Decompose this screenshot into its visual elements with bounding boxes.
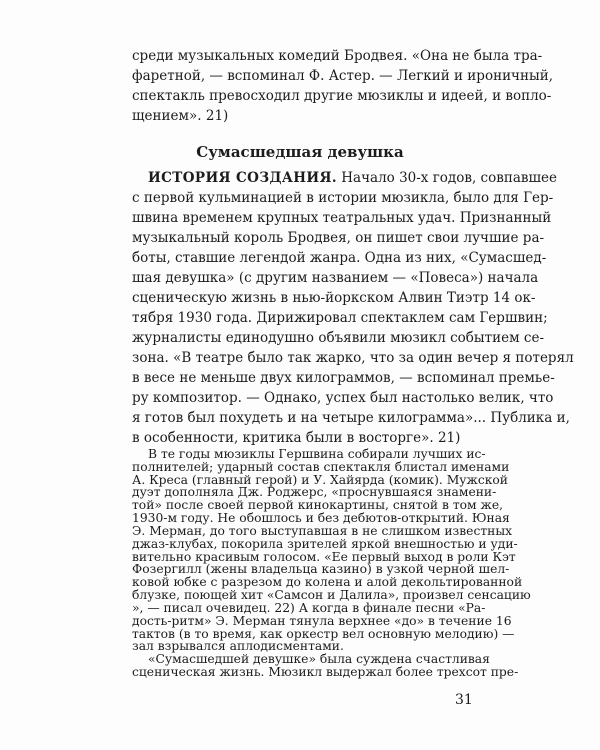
text-line: », — писал очевидец. 22) А когда в финале песни «Ра- [132, 600, 486, 615]
text-line: в весе не меньше двух килограммов, — вспоминал премье- [132, 370, 555, 386]
section-title: Сумасшедшая девушка [196, 143, 404, 161]
text-line: сценическую жизнь в нью-йоркском Алвин Тиэтр 14 ок- [132, 290, 536, 306]
text-line: среди музыкальных комедий Бродвея. «Она не была тра- [132, 48, 543, 64]
text-line: зал взрывался аплодисментами. [132, 639, 344, 654]
text-line: вительно красивым голосом. «Ее первый выход в роли Кэт [132, 549, 516, 564]
text-line: швина временем крупных театральных удач. Признанный [132, 210, 552, 226]
text-line: А. Креса (главный герой) и У. Хайярда (комик). Мужской [132, 472, 509, 487]
text-line: блузке, поющей хит «Самсон и Далила», произвел сенсацию [132, 588, 531, 603]
text-line: боты, ставшие легендой жанра. Одна из них, «Сумасшед- [132, 250, 547, 266]
text-line: ковой юбке с разрезом до колена и алой декольтированной [132, 575, 523, 590]
text-line: полнителей; ударный состав спектакля блистал именами [132, 459, 510, 474]
text-line: спектакль превосходил другие мюзиклы и идеей, и вопло- [132, 88, 552, 104]
text-line: тактов (в то время, как оркестр вел основную мелодию) — [132, 626, 515, 641]
history-first-line-rest: Начало 30-х годов, совпавшее [336, 170, 557, 186]
text-line: фаретной, — вспоминал Ф. Астер. — Легкий и ироничный, [132, 68, 554, 84]
text-line: журналисты единодушно объявили мюзикл событием се- [132, 330, 545, 346]
text-line: щением». 21) [132, 108, 229, 124]
text-line: Э. Мерман, до того выступавшая в не слишком известных [132, 523, 513, 538]
text-line: шая девушка» (с другим названием — «Повеса») начала [132, 270, 539, 286]
page-number: 31 [455, 692, 473, 708]
text-line: с первой кульминацией в истории мюзикла, было для Гер- [132, 190, 554, 206]
text-line: в особенности, критика были в восторге». 21) [132, 430, 461, 446]
text-line: джаз-клубах, покорила зрителей яркой внешностью и уди- [132, 536, 518, 551]
text-line: я готов был похудеть и на четыре килограмма»... Публика и, [132, 410, 570, 426]
text-line: 1930-м году. Не обошлось и без дебютов-открытий. Юная [132, 511, 510, 526]
text-line: сценическая жизнь. Мюзикл выдержал более трехсот пре- [132, 665, 519, 679]
text-line-first: «Сумасшедшей девушке» была суждена счастливая [148, 652, 490, 667]
text-line: той» после своей первой кинокартины, снятой в том же, [132, 498, 504, 513]
text-line-first [148, 168, 557, 188]
text-line: зона. «В театре было так жарко, что за один вечер я потерял [132, 350, 574, 366]
text-line: дость-ритм» Э. Мерман тянула верхнее «до» в течение 16 [132, 613, 512, 628]
text-line: Фозергилл (жены владельца казино) в узкой черной шел- [132, 562, 510, 577]
text-line: музыкальный король Бродвея, он пишет свои лучшие ра- [132, 230, 545, 246]
text-line: дуэт дополняла Дж. Роджерс, «проснувшаяся знамени- [132, 485, 497, 500]
text-line-first: В те годы мюзиклы Гершвина собирали лучших ис- [148, 447, 486, 461]
text-line: ру композитор. — Однако, успех был настолько велик, что [132, 390, 554, 406]
history-lead: ИСТОРИЯ СОЗДАНИЯ. [148, 170, 337, 186]
text-line: тября 1930 года. Дирижировал спектаклем сам Гершвин; [132, 310, 548, 326]
